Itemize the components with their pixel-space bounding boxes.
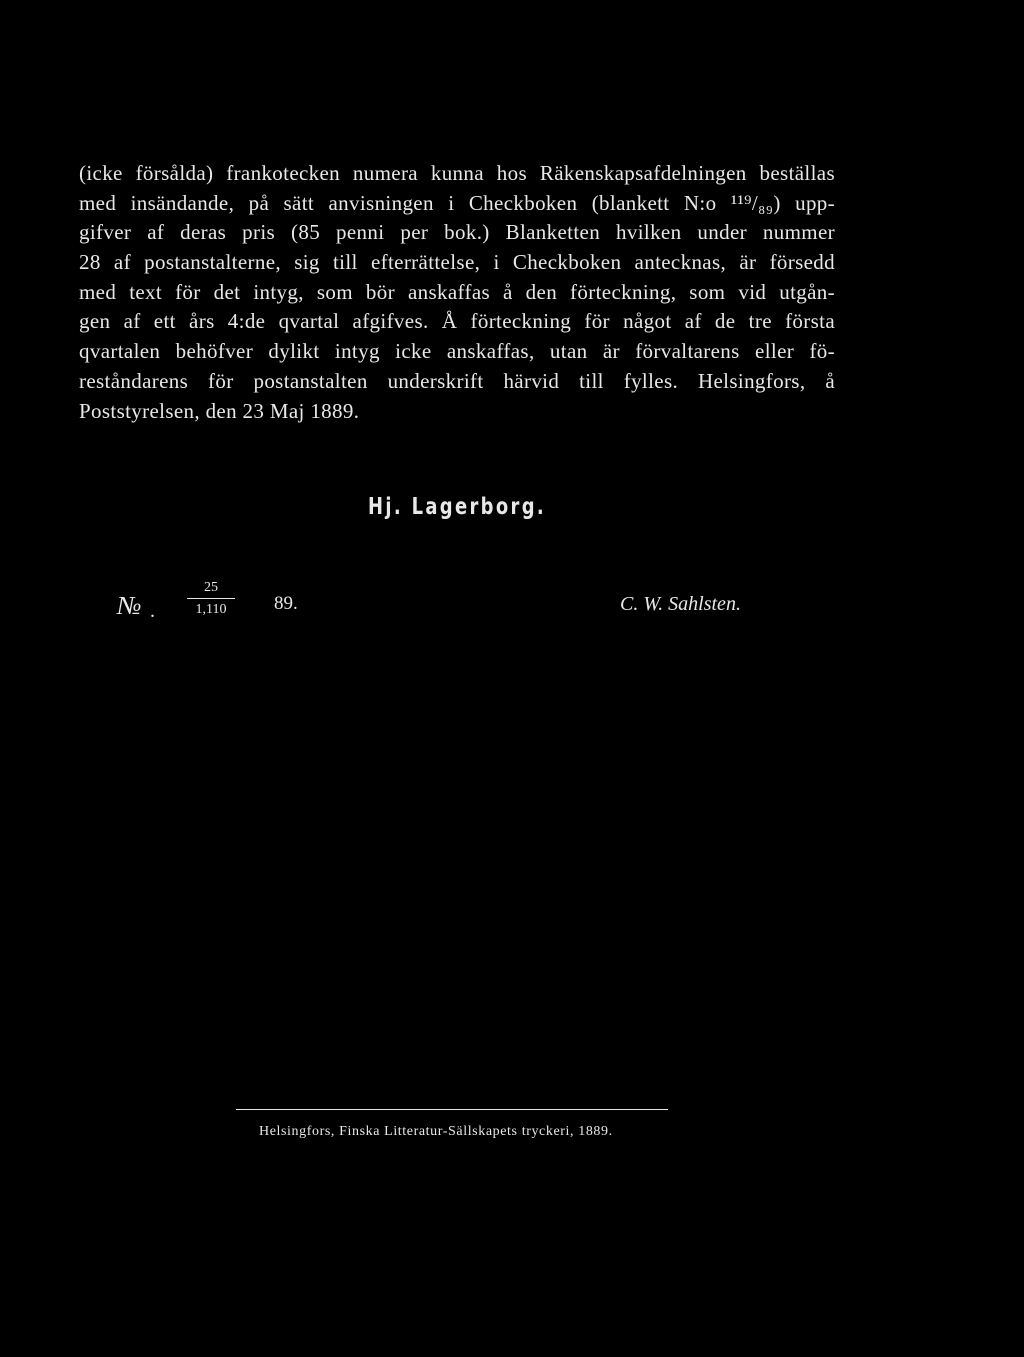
paragraph-line: med insändande, på sätt anvisningen i Checkboken (blankett N:o ¹¹⁹/₈₉) upp- bbox=[79, 190, 835, 215]
print-number bbox=[117, 579, 237, 625]
paragraph-line-last: Poststyrelsen, den 23 Maj 1889. bbox=[79, 398, 360, 423]
footer-divider bbox=[236, 1109, 668, 1110]
paragraph-line: 28 af postanstalterne, sig till efterrättelse, i Checkboken antecknas, är försedd bbox=[79, 250, 835, 275]
paragraph-line: gifver af deras pris (85 penni per bok.) Blanketten hvilken under nummer bbox=[79, 220, 835, 245]
fraction-numerator: 25 bbox=[204, 580, 218, 595]
print-fraction bbox=[187, 579, 235, 618]
fraction-bar bbox=[187, 598, 235, 599]
paragraph-line: gen af ett års 4:de qvartal afgifves. Å förteckning för något af de tre första bbox=[79, 309, 835, 334]
signature: Hj. Lagerborg. bbox=[368, 494, 547, 520]
paragraph-line: reståndarens för postanstalten underskrift härvid till fylles. Helsingfors, å bbox=[79, 368, 835, 393]
paragraph-line: (icke försålda) frankotecken numera kunna hos Räkenskapsafdelningen beställas bbox=[79, 161, 835, 185]
body-paragraph bbox=[79, 159, 835, 426]
numero-sign: № bbox=[117, 591, 140, 620]
colophon: Helsingfors, Finska Litteratur-Sällskapets tryckeri, 1889. bbox=[259, 1124, 613, 1139]
fraction-denominator: 1,110 bbox=[195, 602, 227, 617]
paragraph-line: qvartalen behöfver dylikt intyg icke anskaffas, utan är förvaltarens eller fö- bbox=[79, 339, 835, 364]
print-year: 89. bbox=[274, 593, 298, 614]
numero-dot: . bbox=[150, 600, 155, 622]
printer-name: C. W. Sahlsten. bbox=[620, 593, 741, 615]
paragraph-line: med text för det intyg, som bör anskaffas å den förteckning, som vid utgån- bbox=[79, 279, 835, 304]
